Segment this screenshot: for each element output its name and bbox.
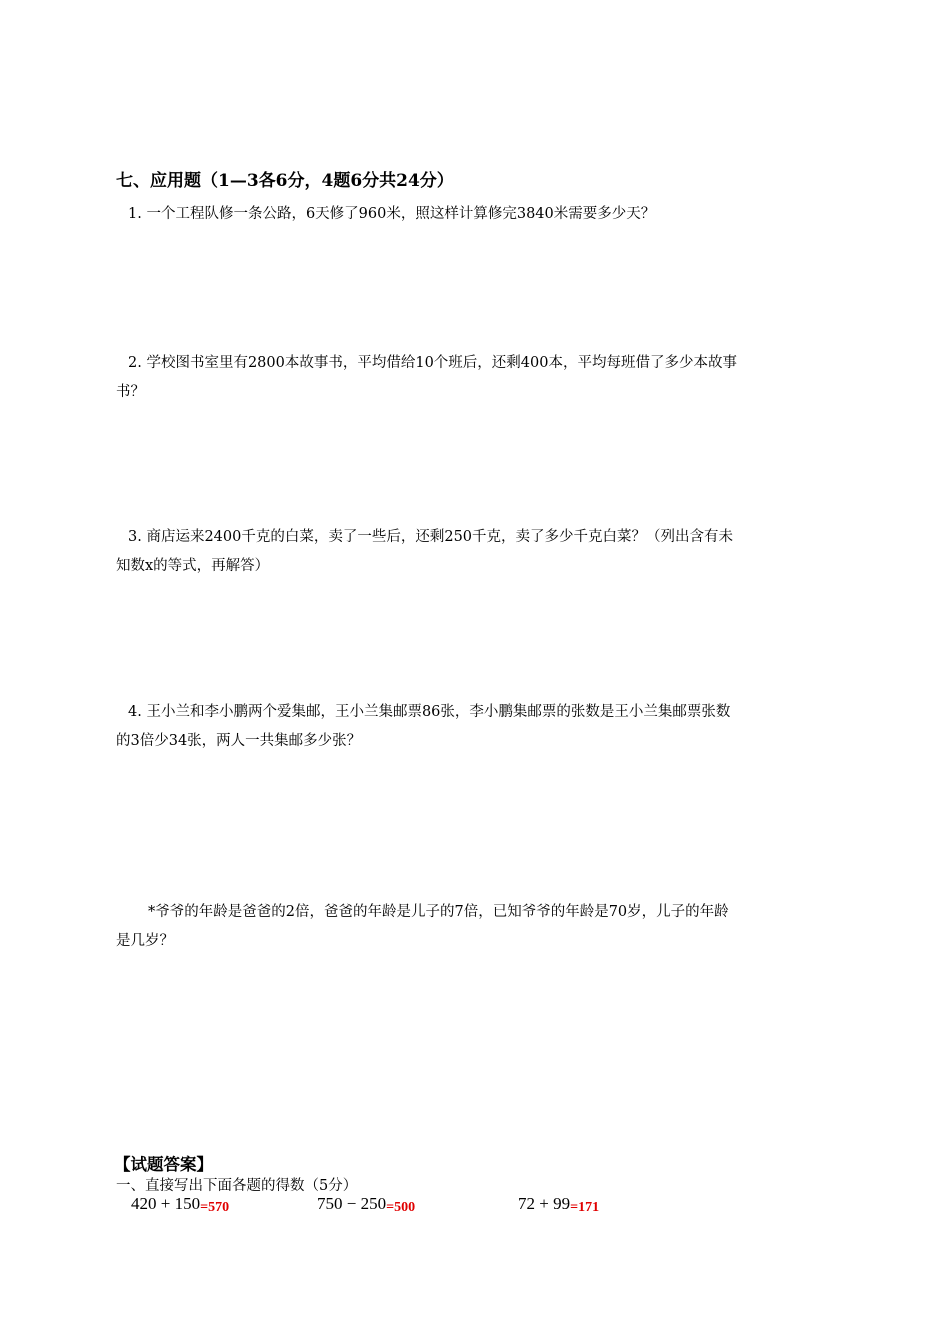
answer-result: =171 [570,1200,600,1215]
answer-item-2 [317,1194,415,1214]
answer-result: =570 [200,1200,230,1215]
section-title: 七、应用题（1—3各6分，4题6分共24分） [116,171,454,191]
answer-section-title: 【试题答案】 [114,1155,213,1174]
answer-subtitle: 一、直接写出下面各题的得数（5分） [116,1178,358,1194]
question-4-line2: 的3倍少34张，两人一共集邮多少张？ [116,733,362,749]
question-4 [116,698,838,756]
question-2-line2: 书？ [116,384,145,400]
question-bonus-line2: 是几岁？ [116,933,174,949]
question-3-line2: 知数x的等式，再解答） [116,558,270,574]
question-1 [116,200,838,229]
question-1-text: 1. 一个工程队修一条公路，6天修了960米，照这样计算修完3840米需要多少天？ [128,206,656,222]
question-3 [116,523,838,581]
question-bonus [116,898,838,956]
answer-expression: 72 + 99 [518,1194,571,1213]
answer-expression: 750 − 250 [317,1194,387,1213]
answer-expression: 420 + 150 [131,1194,201,1213]
question-bonus-line1: *爷爷的年龄是爸爸的2倍，爸爸的年龄是儿子的7倍，已知爷爷的年龄是70岁，儿子的年龄 [148,904,729,920]
answer-result: =500 [386,1200,416,1215]
question-2-line1: 2. 学校图书室里有2800本故事书，平均借给10个班后，还剩400本，平均每班借了多少本故事 [128,355,737,371]
question-2 [116,349,838,407]
answer-item-3 [518,1194,599,1214]
question-4-line1: 4. 王小兰和李小鹏两个爱集邮，王小兰集邮票86张，李小鹏集邮票的张数是王小兰集邮票张数 [128,704,731,720]
question-3-line1: 3. 商店运来2400千克的白菜，卖了一些后，还剩250千克，卖了多少千克白菜？（列出含有未 [128,529,734,545]
answer-item-1 [131,1194,229,1214]
